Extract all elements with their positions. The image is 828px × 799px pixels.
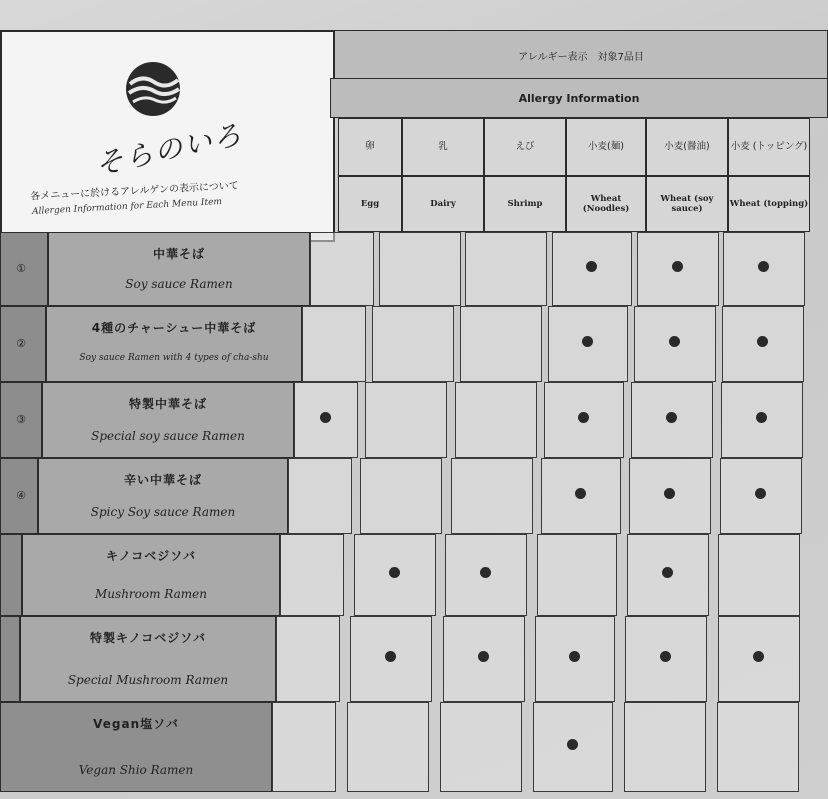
- dish-name-japanese: 4種のチャーシュー中華そば: [91, 321, 257, 335]
- column-header-en: Shrimp: [484, 176, 566, 232]
- allergen-cell: [372, 306, 454, 382]
- column-header-en: Wheat (Noodles): [566, 176, 646, 232]
- column-header-jp: 乳: [402, 118, 484, 176]
- allergen-present-dot: [662, 567, 673, 578]
- column-header-jp: 小麦(麺): [566, 118, 646, 176]
- allergen-cell: [360, 458, 442, 534]
- column-header-jp: 卵: [338, 118, 402, 176]
- allergen-cell: [537, 534, 617, 616]
- dish-name-english: Spicy Soy sauce Ramen: [90, 505, 236, 519]
- brand-name: そらのいろ: [92, 117, 247, 182]
- allergen-present-dot: [756, 412, 767, 423]
- allergen-cell: [310, 232, 374, 306]
- allergen-present-dot: [755, 488, 766, 499]
- menu-item-row: [16, 382, 294, 458]
- dish-name-japanese: 中華そば: [152, 247, 205, 261]
- header-english: Allergy Information: [330, 78, 828, 118]
- allergen-cell: [465, 232, 547, 306]
- dish-name-japanese: 特製中華そば: [128, 397, 207, 411]
- allergen-present-dot: [567, 739, 578, 750]
- allergen-present-dot: [575, 488, 586, 499]
- allergen-present-dot: [669, 336, 680, 347]
- row-number: ④: [16, 489, 26, 502]
- allergen-cell: [288, 458, 352, 534]
- column-header-en: Egg: [338, 176, 402, 232]
- allergen-cell: [347, 702, 429, 792]
- dish-name-english: Soy sauce Ramen with 4 types of cha-shu: [79, 353, 269, 363]
- column-header-en: Wheat (soy sauce): [646, 176, 728, 232]
- allergen-cell: [379, 232, 461, 306]
- row-number: ②: [16, 337, 26, 350]
- header-japanese: アレルギー表示 対象7品目: [334, 30, 828, 80]
- dish-name-japanese: 特製キノコベジソバ: [90, 631, 206, 645]
- allergen-cell: [440, 702, 522, 792]
- wave-circle-logo-icon: [124, 60, 182, 118]
- column-header-jp: えび: [484, 118, 566, 176]
- allergen-present-dot: [753, 651, 764, 662]
- allergen-present-dot: [478, 651, 489, 662]
- row-number: ①: [16, 262, 26, 275]
- logo-panel: [0, 30, 335, 242]
- allergen-cell: [624, 702, 706, 792]
- menu-item-row: [0, 702, 272, 792]
- row-edge-strip: [0, 534, 22, 616]
- dish-name-english: Special soy sauce Ramen: [91, 429, 245, 443]
- intro-english: Allergen Information for Each Menu Item: [31, 197, 223, 217]
- allergen-cell: [272, 702, 336, 792]
- allergen-present-dot: [582, 336, 593, 347]
- dish-name-japanese: キノコベジソバ: [106, 549, 196, 563]
- menu-item-row: [16, 306, 302, 382]
- allergen-present-dot: [757, 336, 768, 347]
- row-number: ③: [16, 413, 26, 426]
- allergen-present-dot: [320, 412, 331, 423]
- column-header-jp: 小麦 (トッピング): [728, 118, 810, 176]
- menu-item-row: [16, 458, 288, 534]
- dish-name-japanese: 辛い中華そば: [123, 473, 202, 487]
- menu-item-row: [16, 232, 310, 306]
- allergen-present-dot: [578, 412, 589, 423]
- dish-name-english: Soy sauce Ramen: [125, 277, 233, 291]
- column-header-en: Wheat (topping): [728, 176, 810, 232]
- row-edge-strip: [0, 616, 20, 702]
- allergen-cell: [455, 382, 537, 458]
- allergen-present-dot: [672, 261, 683, 272]
- allergen-cell: [276, 616, 340, 702]
- column-header-jp: 小麦(醤油): [646, 118, 728, 176]
- allergen-cell: [718, 534, 800, 616]
- menu-item-row: [20, 616, 276, 702]
- allergen-cell: [365, 382, 447, 458]
- allergen-cell: [460, 306, 542, 382]
- intro-japanese: 各メニューに於けるアレルゲンの表示について: [29, 180, 239, 203]
- allergen-present-dot: [389, 567, 400, 578]
- dish-name-japanese: Vegan塩ソバ: [93, 717, 179, 731]
- dish-name-english: Special Mushroom Ramen: [67, 673, 229, 687]
- allergen-present-dot: [569, 651, 580, 662]
- column-header-en: Dairy: [402, 176, 484, 232]
- allergen-cell: [302, 306, 366, 382]
- dish-name-english: Vegan Shio Ramen: [78, 763, 194, 777]
- allergen-cell: [280, 534, 344, 616]
- allergen-cell: [717, 702, 799, 792]
- menu-item-row: [22, 534, 280, 616]
- allergen-cell: [451, 458, 533, 534]
- allergen-present-dot: [586, 261, 597, 272]
- dish-name-english: Mushroom Ramen: [95, 587, 207, 601]
